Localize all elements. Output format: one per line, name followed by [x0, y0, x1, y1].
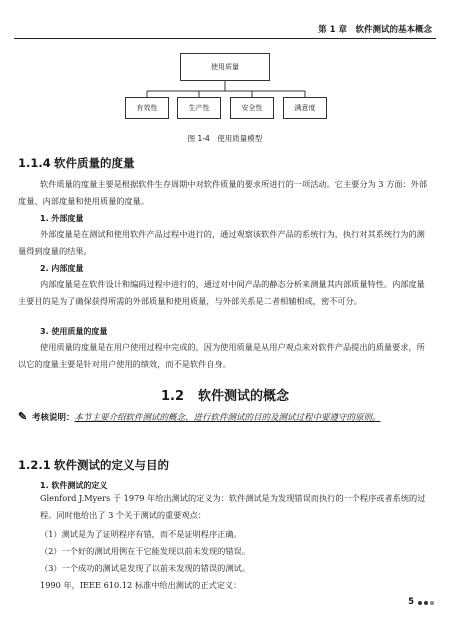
exam-note — [18, 407, 432, 428]
chapter-title: 第 1 章 软件测试的基本概念 — [318, 25, 432, 35]
section-number: 1.2.1 — [18, 458, 51, 472]
running-header — [14, 22, 436, 39]
chapter-section-heading-1-2 — [0, 385, 450, 404]
paragraph-external: 外部度量是在测试和使用软件产品过程中进行的，通过观察该软件产品的系统行为，执行对其系统行为的测量得到度量的结果。 — [18, 229, 425, 256]
pen-icon: ✎ — [18, 410, 28, 423]
subheading-external: 1. 外部度量 — [40, 214, 84, 223]
list-item: （1）测试是为了证明程序有错，而不是证明程序正确。 — [40, 529, 242, 539]
section-title: 软件质量的度量 — [54, 156, 135, 170]
section-heading-1-1-4 — [18, 155, 135, 171]
diagram-child-box — [177, 97, 221, 119]
subheading-internal: 2. 内部度量 — [40, 264, 84, 273]
dots-icon — [418, 601, 436, 607]
section-heading-1-2-1 — [18, 457, 169, 473]
subheading-quality-in-use: 3. 使用质量的度量 — [40, 327, 108, 336]
diagram-child-box — [230, 97, 274, 119]
section-title: 软件测试的概念 — [198, 389, 290, 404]
list-item: （3）一个成功的测试是发现了以前未发现的错误的测试。 — [40, 563, 250, 573]
diagram-child-box — [283, 97, 327, 119]
diagram-root-label: 使用质量 — [211, 63, 239, 71]
diagram-child-label: 生产性 — [188, 104, 210, 112]
exam-note-label: 考核说明： — [32, 413, 75, 423]
paragraph-myers-text: Glenford J.Myers 于 1979 年给出测试的定义为：软件测试是为发现错误而执行的一个程序或者系统的过程。同时他给出了 3 个关于测试的重要观点： — [40, 493, 426, 520]
exam-note-text: 本节主要介绍软件测试的概念、进行软件测试的目的及测试过程中要遵守的原则。 — [74, 413, 381, 423]
section-number: 1.1.4 — [18, 156, 51, 170]
diagram-child-box — [125, 97, 169, 119]
section-title: 软件测试的定义与目的 — [54, 458, 169, 472]
paragraph-intro: 软件质量的度量主要是根据软件生存周期中对软件质量的要求所进行的一项活动。它主要分为 3 方面：外部度量、内部度量和使用质量的度量。 — [18, 179, 428, 206]
diagram-child-label: 有效性 — [136, 104, 158, 112]
paragraph-quality-in-use: 使用质量的度量是在用户使用过程中完成的，因为使用质量是从用户观点来对软件产品提出的质量要求，所以它的度量主要是针对用户使用的绩效，而不是软件自身。 — [18, 342, 425, 369]
page-number: 5 — [408, 597, 414, 607]
quality-model-diagram — [0, 45, 450, 140]
diagram-child-label: 满意度 — [294, 104, 316, 112]
paragraph-internal: 内部度量是在软件设计和编码过程中进行的，通过对中间产品的静态分析来测量其内部质量特性。内部度量主要目的是为了确保获得所需的外部质量和使用质量，与外部关系是二者相辅相成，密不可分。 — [18, 279, 425, 306]
figure-caption: 图 1-4 使用质量模型 — [187, 134, 263, 143]
paragraph-ieee: 1990 年，IEEE 610.12 标准中给出测试的正式定义： — [40, 580, 242, 590]
subheading-definition: 1. 软件测试的定义 — [40, 481, 108, 490]
diagram-child-label: 安全性 — [241, 104, 263, 112]
section-number: 1.2 — [160, 389, 184, 404]
list-item: （2）一个好的测试用例在于它能发现以前未发现的错误。 — [40, 546, 250, 556]
paragraph-myers — [40, 490, 432, 524]
diagram-root-box — [180, 53, 270, 81]
